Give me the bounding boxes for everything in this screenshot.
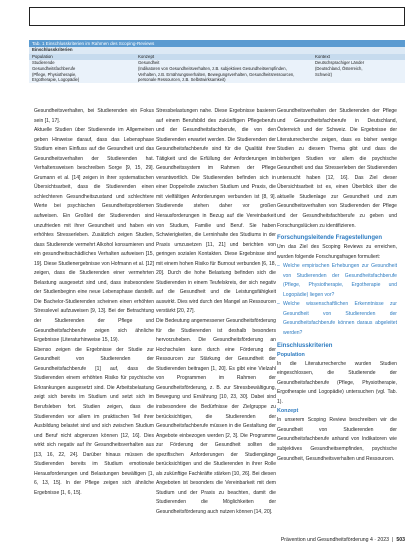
cell-line: Deutschsprachiger Länder	[315, 60, 365, 65]
body-paragraph: In die Literaturrecherche wurden Studien eingeschlossen, die Studierende der Gesundheitsfachberufe (Pflege, Physiotherapie, Ergotherapie und Logopädie) untersuchen (vgl. Tab. 1).	[277, 360, 397, 405]
header-frame	[29, 7, 405, 26]
cell-line: Schweiz)	[315, 71, 332, 77]
subheading-population: Population	[277, 351, 305, 358]
text-column-middle	[156, 107, 276, 518]
bullet-item	[277, 300, 397, 338]
dash-bullet-icon: –	[277, 301, 280, 308]
table-row	[29, 60, 405, 83]
text-column-right	[277, 107, 397, 464]
column-header-kontext: Kontext	[315, 53, 330, 59]
cell-line: (Indikatoren von Gesundheitsverhalten, z.B. subjektives Gesundheitsempfinden,	[138, 65, 287, 71]
bullet-item	[277, 262, 397, 300]
criteria-table	[29, 40, 405, 83]
section-heading-criteria: Einschlusskriterien	[277, 342, 333, 349]
cell-line: (Pflege, Physiotherapie,	[32, 71, 77, 77]
cell-line: (Deutschland, Österreich,	[315, 65, 363, 71]
page-number: 503	[396, 537, 405, 543]
dash-bullet-icon: –	[277, 263, 280, 270]
cell-line: Ergotherapie, Logopädie)	[32, 77, 80, 83]
body-paragraph: Gesundheitsverhalten, bei Studierenden ein Fokus sein [1, 17].	[34, 108, 154, 124]
bullet-text: Welche wissenschaftlichen Erkenntnisse zur Gesundheit von Studierenden der Gesundheitsfachberufe können daraus abgeleitet werden?	[283, 301, 397, 337]
cell-kontext	[313, 60, 405, 83]
bullet-text: Welche empirischen Erhebungen zur Gesundheit von Studierenden der Gesundheitsfachberufe (Pflege, Physiotherapie, Ergotherapie und Logopädie) liegen vor?	[283, 263, 397, 298]
table-caption: Tab. 1 Einschlusskriterien im Rahmen des Scoping-Reviews	[29, 40, 405, 47]
cell-line: personale Ressourcen, z.B. Selbstwirksamkeit)	[138, 77, 226, 83]
body-paragraph: Die Bedeutung angemessener Gesundheitsförderung für die Studierenden ist deshalb besonders hervorzuheben. Die Gesundheitsförderung an Hochschulen kann durch eine Förderung der Ressourcen zur Stärkung der Gesundheit der Studierenden beitragen [1, 20]. Es gibt eine Vielzahl von Programmen im Rahmen der Gesundheitsförderung, z. B. zur Stressbewältigung, Bewegung und Ernährung [10, 23, 30]. Dabei sind insbesondere die Bedürfnisse der Zielgruppe zu berücksichtigen, die Studierenden der Gesundheitsfachberufe müssen in die Gestaltung der Angebote einbezogen werden [2, 3]. Die Programme zur Förderung der Gesundheit sollten die spezifischen Anforderungen der Studiengänge berücksichtigen und die Studierenden in ihrer Rolle als zukünftige Fachkräfte stärken [10, 26]. Bei diesen Angeboten ist besonders die Vereinbarkeit mit dem Studium und der Praxis zu beachten, damit die Studierenden die Möglichkeiten der Gesundheitsförderung auch nutzen können [14, 20].	[156, 318, 276, 515]
subheading-konzept: Konzept	[277, 408, 299, 415]
body-paragraph: Gesundheitsverhalten der Studierenden der Pflege und Gesundheitsfachberufe in Deutschland, Österreich und der Schweiz. Die Ergebnisse der Literaturrecherche zeigen, dass es bisher wenige Studien zu diesem Thema gibt und dass die bisherigen Studien vor allem die psychische Gesundheit und das Stresserleben der Studierenden untersucht haben [12, 16]. Das Ziel dieser Übersichtsarbeit ist es, einen Überblick über die aktuelle Studienlage zur Gesundheit und zum Gesundheitsverhalten von Studierenden der Pflege und der Gesundheitsfachberufe zu geben und Forschungslücken zu identifizieren.	[277, 108, 397, 229]
text-column-left	[34, 107, 154, 498]
body-paragraph: Stressbelastungen nahe. Diese Ergebnisse basieren auf einem Berufsbild des zukünftigen Pflegeberufs und der Gesundheitsfachberufe, die von den Studierenden erwartet werden. Die Studierenden der Gesundheitsfachberufe sind für die Qualität ihrer Tätigkeit und die Erfüllung der Anforderungen im Gesundheitssystem im Rahmen der Pflege verantwortlich. Die Studierenden befinden sich in einer Doppelrolle zwischen Studium und Praxis, die mit vielfältigen Anforderungen verbunden ist [8, 9]. Studierende stehen daher vor großen Herausforderungen in Bezug auf die Vereinbarkeit von Studium, Familie und Beruf. Sie haben Schwierigkeiten, die Lerninhalte des Studiums in der Praxis umzusetzen [11, 21] und berichten von geringen sozialen Kontakten. Diese Ergebnisse sind mit einem hohen Risiko für Burnout verbunden [6, 18, 20]. Durch die hohe Belastung befinden sich die Studierenden in einem Teufelskreis, der sich negativ auf die Gesundheit und die Leistungsfähigkeit auswirkt. Dies wird durch den Mangel an Ressourcen verstärkt [20, 27].	[156, 108, 276, 315]
page-footer	[281, 537, 405, 544]
cell-line: Verhalten, z.B. Ernährungsverhalten, Bewegungsverhalten, Gesundheitsressourcen,	[138, 71, 295, 77]
body-paragraph: Um das Ziel des Scoping Reviews zu erreichen, wurden folgende Forschungsfragen formuliert:	[277, 244, 397, 260]
body-paragraph: In unserem Scoping Review beschreiben wir die Gesundheit von Studierenden der Gesundheitsfachberufe anhand von Indikatoren wie subjektives Gesundheitsempfinden, psychische Gesundheit, Gesundheitsverhalten und Ressourcen.	[277, 417, 397, 462]
cell-line: Gesundheit	[138, 60, 160, 65]
footer-separator: |	[391, 537, 394, 543]
cell-line: Studierende	[32, 60, 55, 65]
table-subheader: Einschlusskriterien	[29, 47, 405, 54]
column-header-konzept: Konzept	[138, 53, 155, 59]
column-header-population: Population	[32, 53, 53, 59]
cell-population	[29, 60, 136, 83]
journal-citation: Prävention und Gesundheitsförderung 4 · 2023	[280, 537, 389, 543]
section-heading-questions: Forschungsleitende Fragestellungen	[277, 235, 383, 242]
body-paragraph: Ebenso zeigen die Ergebnisse der Studie zur Gesundheit von Studierenden der Gesundheitsfachberufe [1] auf, dass die Studierenden einem erhöhten Risiko für psychische Erkrankungen ausgesetzt sind. Die Arbeitsbelastung zeigt sich bereits im Studium und setzt sich im Berufsleben fort. Studien zeigen, dass die Studierenden vor allem im praktischen Teil ihrer Ausbildung belastet sind und sich zwischen Studium und Beruf nicht abgrenzen können [12, 16]. Dies wirkt sich negativ auf ihr Gesundheitsverhalten aus [13, 16, 22, 24]. Darüber hinaus müssen die Studierenden bereits im Studium emotionale Herausforderungen und Belastungen bewältigen [1, 6, 13, 15]. In der Pflege zeigen sich ähnliche Ergebnisse [1, 6, 15].	[34, 346, 154, 496]
body-paragraph: Aktuelle Studien über Studierende im Allgemeinen geben Hinweise darauf, dass das Lebensphase Studium einen Einfluss auf die Gesundheit und das Gesundheitsverhalten der Studierenden hat. Verhaltensweisen beschreiben Sorge [9, 15, 29]. Grumann et al. [14] zeigen in ihrer systematischen Übersichtsarbeit, dass die Studierenden einen schlechteren Gesundheitszustand und schlechtere Werte bei psychischen Gesundheitsproblemen aufweisen. Ein Großteil der Studierenden sind unzufrieden mit ihrer Gesundheit und haben ein erhöhtes Stresserleben. Zusätzlich zeigen Studien, dass Studierende vermehrt Alkohol konsumieren und ein gesundheitsschädliches Verhalten aufweisen [15, 19]. Diese Studienergebnisse von Hofmann et al. [12] zeigen, dass die Studierenden einer vermehrten Belastung ausgesetzt sind und, dass insbesondere der Studienbeginn eine neue Lebensphase darstellt. Die Bachelor-Studierenden scheinen einen erhöhten Stresslevel aufzuweisen [9, 13]. Bei der Betrachtung der Studierenden der Pflege und Gesundheitsfachberufe zeigen sich ähnliche Ergebnisse (Literaturhinweise 15, 19).	[34, 127, 154, 344]
cell-konzept	[136, 60, 313, 83]
cell-line: Gesundheitsfachberufe	[32, 65, 76, 71]
